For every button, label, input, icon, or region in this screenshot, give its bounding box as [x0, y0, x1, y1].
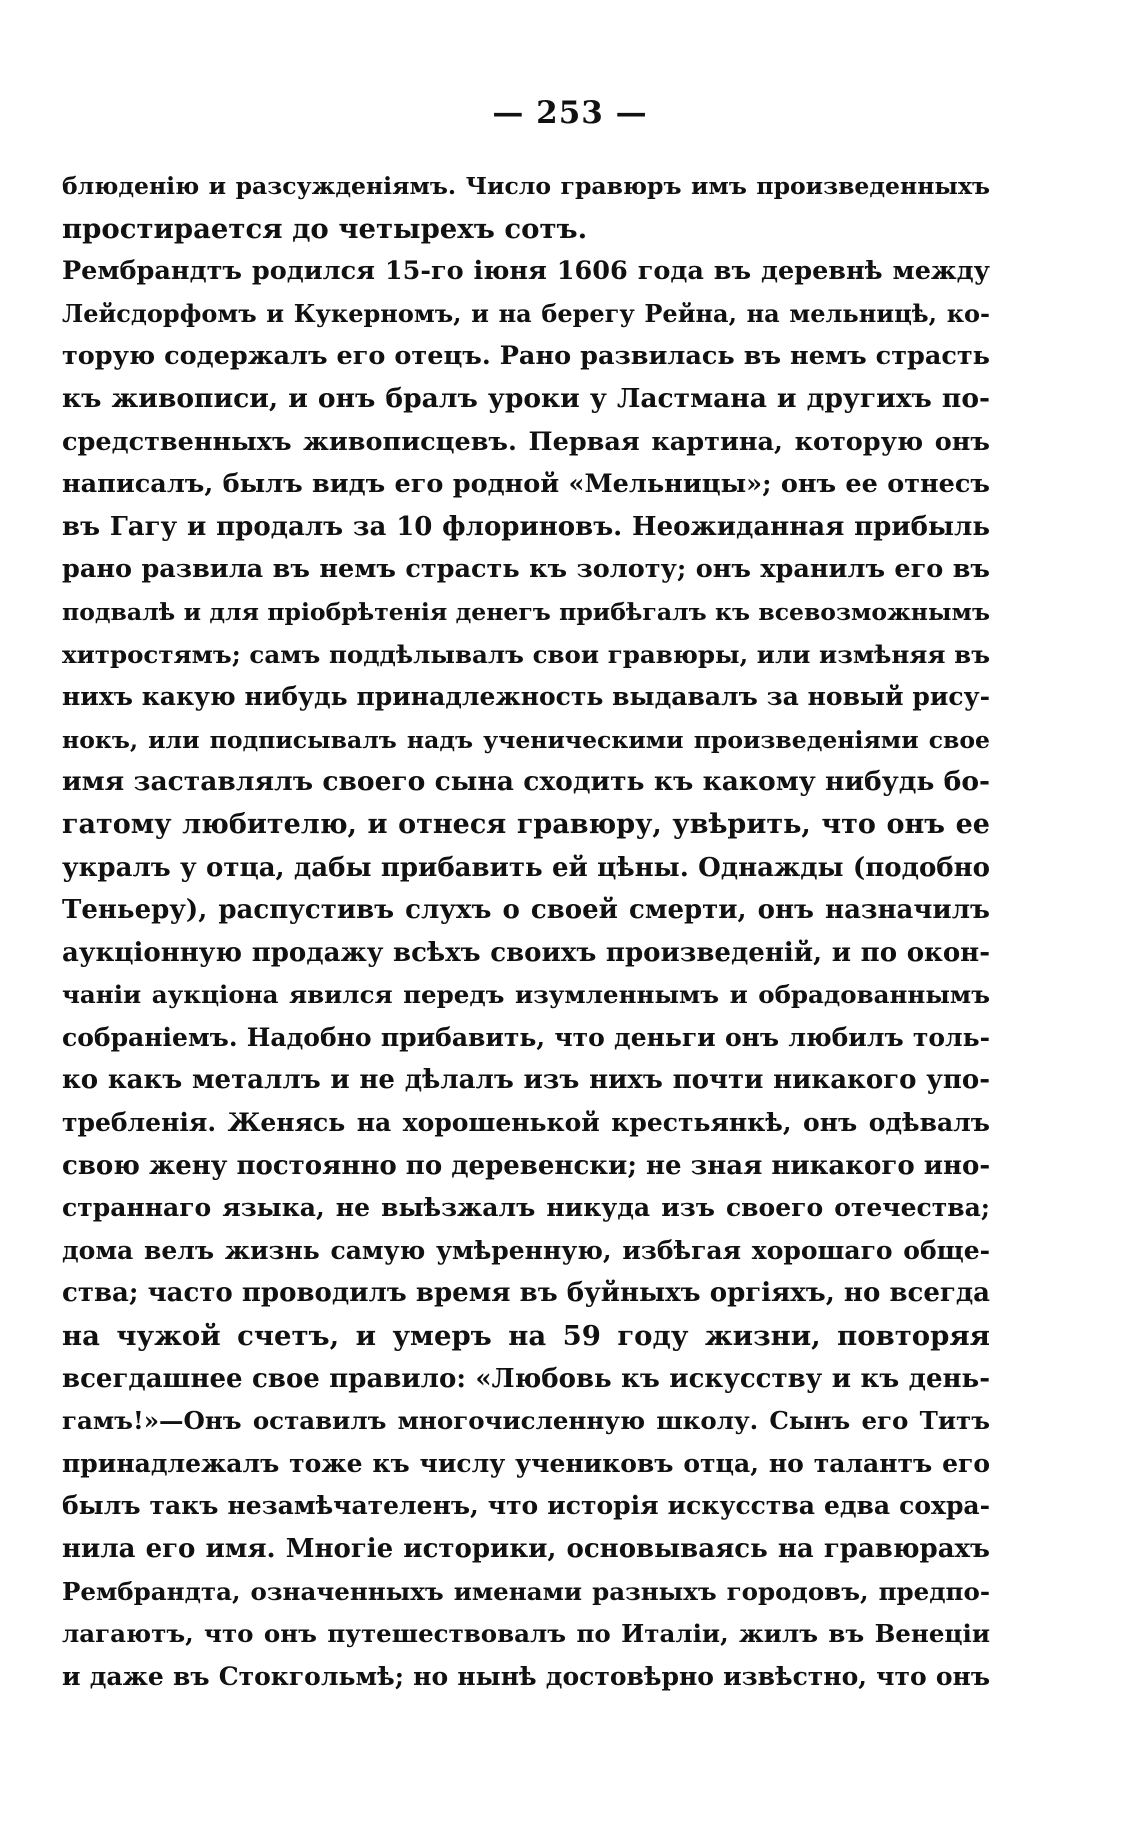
text-line: Лейсдорфомъ и Кукерномъ, и на берегу Рейна, на мельницѣ, ко-	[62, 298, 990, 328]
text-line: Рембрандта, означенныхъ именами разныхъ городовъ, предпо-	[62, 1576, 990, 1606]
text-line: въ Гагу и продалъ за 10 флориновъ. Неожиданная прибыль	[62, 511, 990, 542]
text-line: требленія. Женясь на хорошенькой крестьянкѣ, онъ одѣвалъ	[62, 1108, 990, 1138]
text-line: страннаго языка, не выѣзжалъ никуда изъ своего отечества;	[62, 1193, 990, 1223]
text-line: и даже въ Стокгольмѣ; но нынѣ достовѣрно извѣстно, что онъ	[62, 1661, 990, 1691]
text-line: подвалѣ и для пріобрѣтенія денегъ прибѣгалъ къ всевозможнымъ	[62, 597, 990, 626]
text-line: чаніи аукціона явился передъ изумленнымъ и обрадованнымъ	[62, 980, 990, 1010]
text-line: къ живописи, и онъ бралъ уроки у Ластмана и другихъ по-	[62, 382, 990, 414]
text-line: лагаютъ, что онъ путешествовалъ по Италіи, жилъ въ Венеціи	[62, 1619, 990, 1649]
text-line: нокъ, или подписывалъ надъ ученическими произведеніями свое	[62, 725, 990, 754]
text-line: дома велъ жизнь самую умѣренную, избѣгая хорошаго обще-	[62, 1235, 990, 1265]
text-line: всегдашнее свое правило: «Любовь къ искусству и къ день-	[62, 1363, 990, 1394]
text-line: ства; часто проводилъ время въ буйныхъ оргіяхъ, но всегда	[62, 1278, 990, 1309]
text-line: гатому любителю, и отнеся гравюру, увѣрить, что онъ ее	[62, 808, 990, 840]
text-line: Теньеру), распустивъ слухъ о своей смерти, онъ назначилъ	[62, 895, 990, 926]
text-line: средственныхъ живописцевъ. Первая картина, которую онъ	[62, 426, 990, 457]
page-number: — 253 —	[492, 95, 648, 131]
text-line: рано развила въ немъ страсть къ золоту; онъ хранилъ его въ	[62, 554, 990, 585]
text-line: аукціонную продажу всѣхъ своихъ произведеній, и по окон-	[62, 937, 990, 968]
text-line: гамъ!»—Онъ оставилъ многочисленную школу. Сынъ его Титъ	[62, 1406, 990, 1436]
text-line: собраніемъ. Надобно прибавить, что деньги онъ любилъ толь-	[62, 1022, 990, 1052]
text-line: хитростямъ; самъ поддѣлывалъ свои гравюры, или измѣняя въ	[62, 639, 990, 669]
text-line: укралъ у отца, дабы прибавить ей цѣны. Однажды (подобно	[62, 852, 990, 883]
text-line: принадлежалъ тоже къ числу учениковъ отца, но талантъ его	[62, 1448, 990, 1478]
body-text	[62, 165, 990, 1698]
text-line: ко какъ металлъ и не дѣлалъ изъ нихъ почти никакого упо-	[62, 1065, 990, 1096]
text-line: имя заставлялъ своего сына сходить къ какому нибудь бо-	[62, 766, 990, 798]
text-line: нихъ какую нибудь принадлежность выдавалъ за новый рису-	[62, 682, 990, 712]
text-line: былъ такъ незамѣчателенъ, что исторія искусства едва сохра-	[62, 1491, 990, 1521]
text-line: свою жену постоянно по деревенски; не зная никакого ино-	[62, 1150, 991, 1181]
text-line: торую содержалъ его отецъ. Рано развилась въ немъ страсть	[62, 341, 990, 372]
text-line: нила его имя. Многіе историки, основываясь на гравюрахъ	[62, 1534, 990, 1564]
text-line: блюденію и разсужденіямъ. Число гравюръ имъ произведенныхъ	[62, 172, 990, 200]
text-line: на чужой счетъ, и умеръ на 59 году жизни, повторяя	[62, 1320, 990, 1353]
text-line: Рембрандтъ родился 15-го іюня 1606 года въ деревнѣ между	[62, 256, 990, 287]
text-line: написалъ, былъ видъ его родной «Мельницы»; онъ ее отнесъ	[62, 469, 990, 500]
text-line: простирается до четырехъ сотъ.	[62, 212, 588, 245]
